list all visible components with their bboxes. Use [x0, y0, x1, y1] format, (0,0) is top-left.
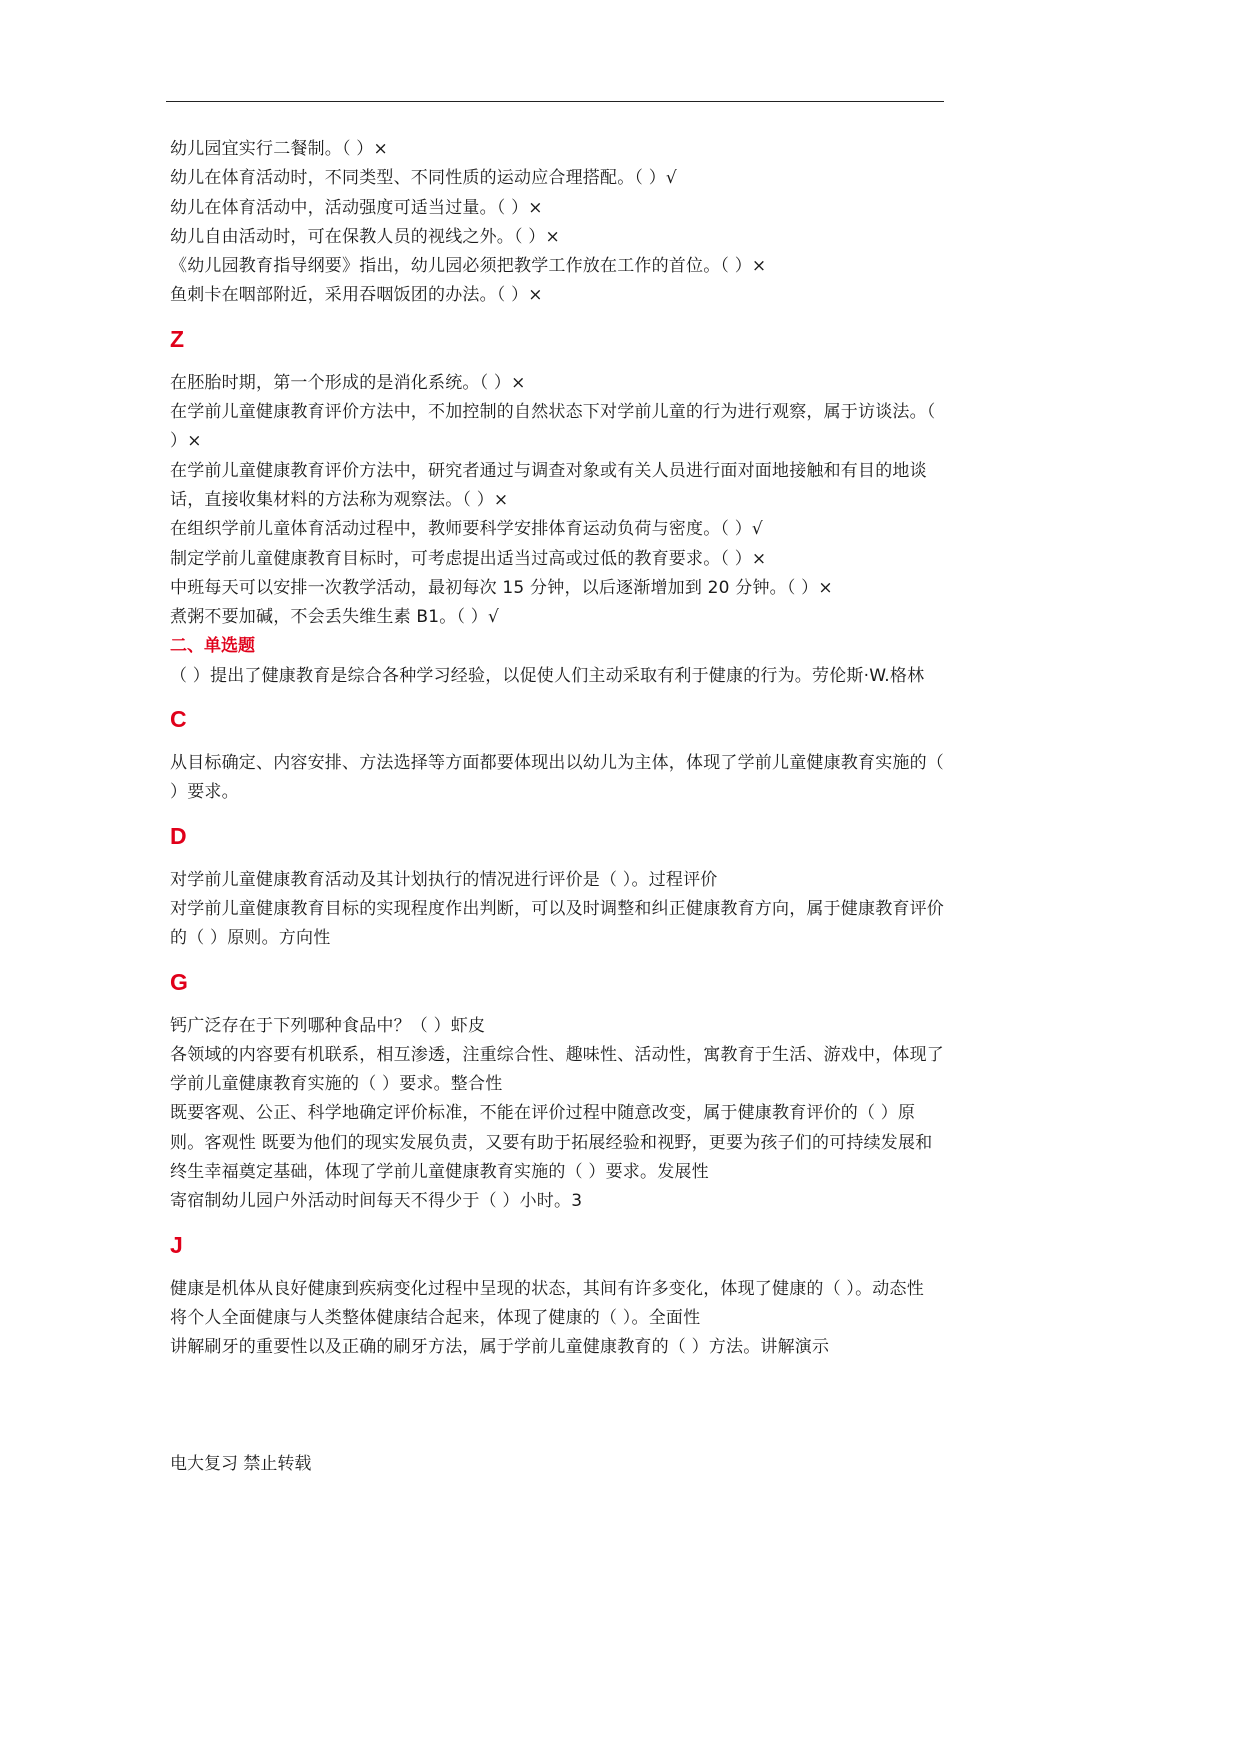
question-line: 将个人全面健康与人类整体健康结合起来，体现了健康的（ ）。全面性	[170, 1307, 701, 1328]
question-line: 在胚胎时期，第一个形成的是消化系统。（ ）×	[170, 372, 526, 393]
question-line: 幼儿自由活动时，可在保教人员的视线之外。（ ）×	[170, 226, 560, 247]
question-line: 既要客观、公正、科学地确定评价标准，不能在评价过程中随意改变，属于健康教育评价的（ ）原则。客观性 既要为他们的现实发展负责，又要有助于拓展经验和视野，更要为孩子们的可持续发展和终生幸福奠定基础，体现了学前儿童健康教育实施的（ ）要求。发展性	[170, 1103, 933, 1183]
question-line: 从目标确定、内容安排、方法选择等方面都要体现出以幼儿为主体，体现了学前儿童健康教育实施的（ ）要求。	[170, 753, 944, 803]
question-line: 幼儿园宜实行二餐制。（ ）×	[170, 139, 388, 159]
question-line: （ ）提出了健康教育是综合各种学习经验，以促使人们主动采取有利于健康的行为。劳伦斯·W.格林	[170, 665, 925, 686]
index-letter-heading: J	[170, 1231, 183, 1258]
question-line: 各领域的内容要有机联系，相互渗透，注重综合性、趣味性、活动性，寓教育于生活、游戏中，体现了学前儿童健康教育实施的（ ）要求。整合性	[170, 1044, 944, 1095]
question-line: 制定学前儿童健康教育目标时，可考虑提出适当过高或过低的教育要求。（ ）×	[170, 548, 767, 569]
question-line: 讲解刷牙的重要性以及正确的刷牙方法，属于学前儿童健康教育的（ ）方法。讲解演示	[170, 1337, 830, 1358]
question-line: 对学前儿童健康教育活动及其计划执行的情况进行评价是（ ）。过程评价	[170, 869, 718, 890]
question-line: 《幼儿园教育指导纲要》指出，幼儿园必须把教学工作放在工作的首位。（ ）×	[170, 256, 767, 277]
question-line: 健康是机体从良好健康到疾病变化过程中呈现的状态，其间有许多变化，体现了健康的（ ）。动态性	[170, 1278, 924, 1299]
section-heading: 二、单选题	[170, 636, 255, 657]
question-line: 鱼刺卡在咽部附近，采用吞咽饭团的办法。（ ）×	[170, 285, 543, 306]
page-footer: 电大复习 禁止转载	[170, 1454, 312, 1474]
question-line: 对学前儿童健康教育目标的实现程度作出判断，可以及时调整和纠正健康教育方向，属于健康教育评价的（ ）原则。方向性	[170, 898, 944, 949]
question-line: 钙广泛存在于下列哪种食品中？（ ）虾皮	[170, 1015, 486, 1036]
index-letter-heading: Z	[170, 325, 185, 352]
document-body	[170, 135, 946, 1363]
question-line: 幼儿在体育活动时，不同类型、不同性质的运动应合理搭配。（ ）√	[170, 168, 677, 189]
question-line: 在组织学前儿童体育活动过程中，教师要科学安排体育运动负荷与密度。（ ）√	[170, 519, 763, 540]
index-letter-heading: G	[170, 968, 188, 995]
question-line: 中班每天可以安排一次教学活动，最初每次 15 分钟，以后逐渐增加到 20 分钟。（ ）×	[170, 577, 833, 598]
question-line: 煮粥不要加碱，不会丢失维生素 B1。（ ）√	[170, 607, 500, 628]
index-letter-heading: C	[170, 706, 187, 733]
question-line: 寄宿制幼儿园户外活动时间每天不得少于（ ）小时。3	[170, 1191, 583, 1212]
header-rule	[166, 101, 944, 102]
index-letter-heading: D	[170, 822, 187, 849]
question-line: 幼儿在体育活动中，活动强度可适当过量。（ ）×	[170, 197, 543, 218]
question-line: 在学前儿童健康教育评价方法中，不加控制的自然状态下对学前儿童的行为进行观察，属于访谈法。（ ）×	[170, 402, 936, 452]
question-line: 在学前儿童健康教育评价方法中，研究者通过与调查对象或有关人员进行面对面地接触和有目的地谈话，直接收集材料的方法称为观察法。（ ）×	[170, 460, 927, 510]
